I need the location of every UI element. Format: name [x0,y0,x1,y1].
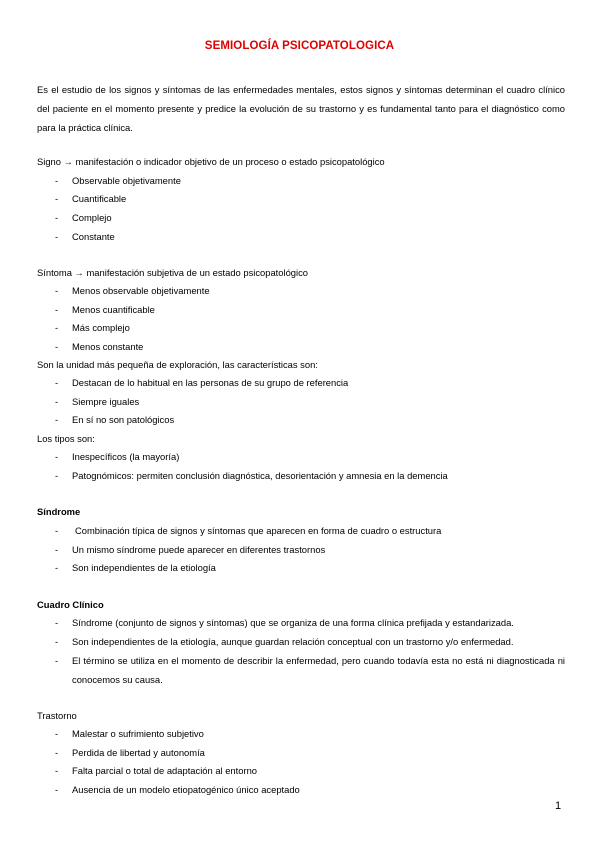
bullet-dash: - [55,655,59,666]
trastorno-item: Perdida de libertad y autonomía [72,747,205,758]
bullet-dash: - [55,304,59,315]
bullet-dash: - [55,747,59,758]
trastorno-item: Falta parcial o total de adaptación al entorno [72,765,258,776]
bullet-dash: - [55,525,59,536]
bullet-dash: - [55,175,59,186]
intro-paragraph: Es el estudio de los signos y síntomas de las enfermedades mentales, estos signos y síntomas determinan el cuadro clínico del paciente en el momento presente y predice la evolución de su trastorno y es fundamental tanto para el diagnóstico como para la práctica clínica. [37,84,565,133]
page-title: SEMIOLOGÍA PSICOPATOLOGICA [204,40,395,52]
bullet-dash: - [55,784,59,795]
signo-item: Constante [72,231,115,242]
bullet-dash: - [55,765,59,776]
bullet-dash: - [55,451,59,462]
bullet-dash: - [55,414,59,425]
cuadro-item: Son independientes de la etiología, aunque guardan relación conceptual con un trastorno y/o enfermedad. [72,636,514,647]
tipos-item: Inespecíficos (la mayoría) [72,451,180,462]
bullet-dash: - [55,396,59,407]
bullet-dash: - [55,285,59,296]
sindrome-item: Son independientes de la etiología [72,562,216,573]
trastorno-item: Ausencia de un modelo etiopatogénico único aceptado [72,784,300,795]
bullet-dash: - [55,377,59,388]
cuadro-item: Síndrome (conjunto de signos y síntomas) que se organiza de una forma clínica prefijada y estandarizada. [72,617,514,628]
page-number: 1 [555,800,562,812]
unidad-item: Siempre iguales [72,396,140,407]
sintoma-item: Más complejo [72,322,130,333]
bullet-dash: - [55,470,59,481]
signo-item: Cuantificable [72,193,127,204]
bullet-dash: - [55,322,59,333]
signo-item: Complejo [72,212,112,223]
signo-heading: Signo → manifestación o indicador objetivo de un proceso o estado psicopatológico [37,156,385,167]
trastorno-item: Malestar o sufrimiento subjetivo [72,728,204,739]
sindrome-item: Combinación típica de signos y síntomas que aparecen en forma de cuadro o estructura [75,525,442,536]
cuadro-item: El término se utiliza en el momento de describir la enfermedad, pero cuando todavía esta no está ni diagnosticada ni conocemos su causa. [72,655,565,685]
bullet-dash: - [55,728,59,739]
tipos-heading: Los tipos son: [37,433,95,444]
sintoma-item: Menos cuantificable [72,304,155,315]
cuadro-heading: Cuadro Clínico [37,599,104,610]
sindrome-item: Un mismo síndrome puede aparecer en diferentes trastornos [72,544,326,555]
sintoma-heading: Síntoma → manifestación subjetiva de un estado psicopatológico [37,267,308,278]
bullet-dash: - [55,617,59,628]
unidad-item: En sí no son patológicos [72,414,175,425]
bullet-dash: - [55,231,59,242]
sintoma-item: Menos observable objetivamente [72,285,210,296]
tipos-item: Patognómicos: permiten conclusión diagnóstica, desorientación y amnesia en la demencia [72,470,448,481]
bullet-dash: - [55,341,59,352]
bullet-dash: - [55,212,59,223]
sindrome-heading: Síndrome [37,506,81,517]
bullet-dash: - [55,193,59,204]
sintoma-item: Menos constante [72,341,144,352]
signo-item: Observable objetivamente [72,175,181,186]
bullet-dash: - [55,636,59,647]
trastorno-heading: Trastorno [37,710,77,721]
unidad-heading: Son la unidad más pequeña de exploración, las características son: [37,359,318,370]
unidad-item: Destacan de lo habitual en las personas de su grupo de referencia [72,377,349,388]
bullet-dash: - [55,544,59,555]
bullet-dash: - [55,562,59,573]
